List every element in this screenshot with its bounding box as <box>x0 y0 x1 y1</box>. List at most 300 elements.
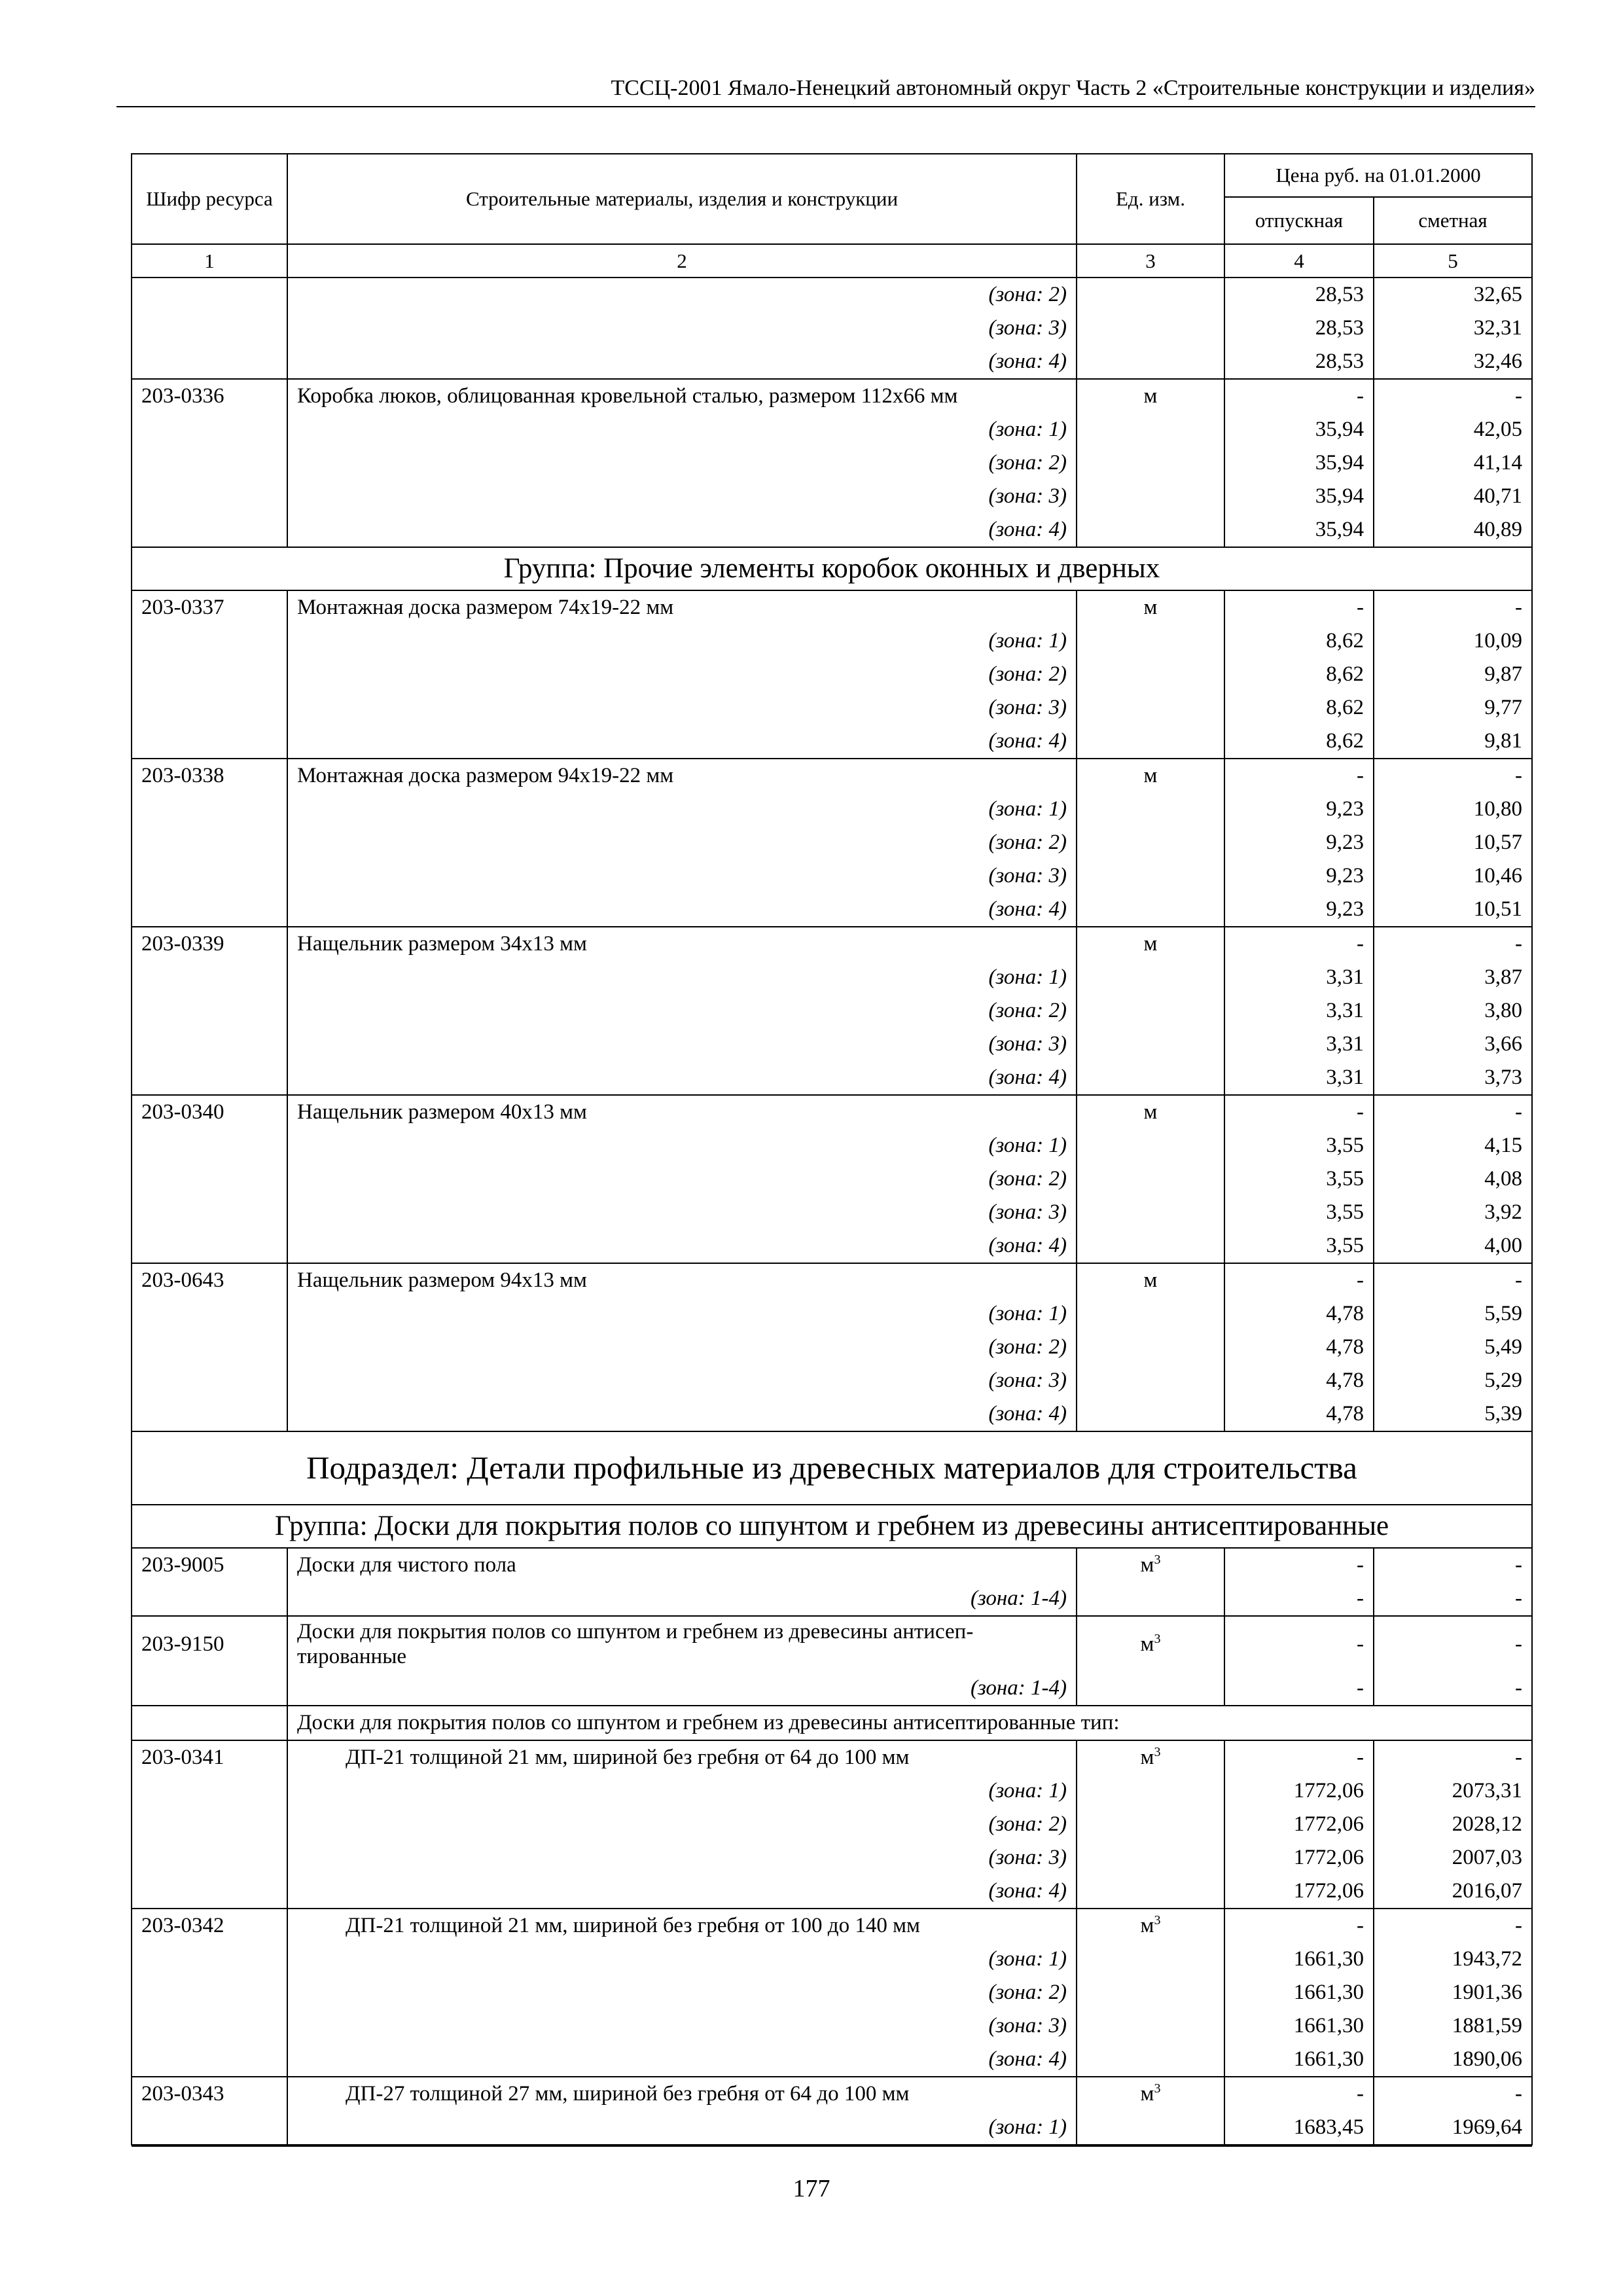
unit <box>1077 1028 1224 1061</box>
estimate-price: - <box>1374 590 1532 624</box>
unit <box>1077 2111 1224 2145</box>
zone-price-row <box>132 1672 1532 1706</box>
zone-label: (зона: 3) <box>287 1196 1077 1229</box>
unit-exponent: 3 <box>1154 2081 1161 2096</box>
zone-label: (зона: 2) <box>287 994 1077 1028</box>
resource-code <box>132 994 287 1028</box>
price-table <box>131 153 1533 2147</box>
unit <box>1077 1774 1224 1808</box>
resource-name: Монтажная доска размером 94х19-22 мм <box>287 759 1077 793</box>
estimate-price: 2028,12 <box>1374 1808 1532 1841</box>
release-price: 1683,45 <box>1224 2111 1374 2145</box>
release-price: - <box>1224 1548 1374 1582</box>
resource-code <box>132 859 287 893</box>
release-price: 35,94 <box>1224 446 1374 480</box>
zone-label: (зона: 3) <box>287 1364 1077 1397</box>
zone-label: (зона: 1) <box>287 1297 1077 1331</box>
estimate-price: 2016,07 <box>1374 1874 1532 1909</box>
unit <box>1077 624 1224 658</box>
resource-code <box>132 278 287 312</box>
resource-code <box>132 1331 287 1364</box>
resource-code <box>132 893 287 927</box>
estimate-price: 5,39 <box>1374 1397 1532 1431</box>
estimate-price: 10,80 <box>1374 793 1532 826</box>
resource-row <box>132 759 1532 793</box>
resource-code <box>132 312 287 345</box>
unit-text: $м^3$ <box>1140 2081 1161 2106</box>
estimate-price: 40,71 <box>1374 480 1532 513</box>
unit <box>1077 345 1224 379</box>
unit <box>1077 1740 1224 1774</box>
unit <box>1077 1397 1224 1431</box>
zone-price-row <box>132 1582 1532 1616</box>
release-price: 1772,06 <box>1224 1774 1374 1808</box>
resource-code <box>132 624 287 658</box>
zone-label: (зона: 4) <box>287 1874 1077 1909</box>
resource-row <box>132 1095 1532 1129</box>
estimate-price: 9,87 <box>1374 658 1532 691</box>
zone-price-row <box>132 1331 1532 1364</box>
release-price: 3,55 <box>1224 1162 1374 1196</box>
estimate-price: 1881,59 <box>1374 2009 1532 2043</box>
resource-name: Доски для чистого пола <box>287 1548 1077 1582</box>
resource-code <box>132 1808 287 1841</box>
estimate-price: 10,46 <box>1374 859 1532 893</box>
release-price: 9,23 <box>1224 893 1374 927</box>
resource-code <box>132 345 287 379</box>
unit-exponent: 3 <box>1154 1745 1161 1759</box>
unit <box>1077 1672 1224 1706</box>
zone-price-row <box>132 826 1532 859</box>
estimate-price: 40,89 <box>1374 513 1532 547</box>
estimate-price: 10,51 <box>1374 893 1532 927</box>
zone-price-row <box>132 1976 1532 2009</box>
unit <box>1077 2009 1224 2043</box>
release-price: 35,94 <box>1224 480 1374 513</box>
estimate-price: 1943,72 <box>1374 1943 1532 1976</box>
resource-code <box>132 2111 287 2145</box>
unit-exponent: 3 <box>1154 1913 1161 1928</box>
estimate-price: - <box>1374 1582 1532 1616</box>
estimate-price: - <box>1374 1672 1532 1706</box>
resource-code: 203-9150 <box>132 1616 287 1672</box>
unit <box>1077 1808 1224 1841</box>
release-price: - <box>1224 1263 1374 1297</box>
note-text: Доски для покрытия полов со шпунтом и гребнем из древесины антисептированные тип: <box>287 1706 1532 1740</box>
zone-label: (зона: 2) <box>287 1808 1077 1841</box>
estimate-price: 32,31 <box>1374 312 1532 345</box>
estimate-price: - <box>1374 1616 1532 1672</box>
zone-label: (зона: 4) <box>287 1397 1077 1431</box>
group-heading: Группа: Прочие элементы коробок оконных и дверных <box>132 547 1532 590</box>
zone-price-row <box>132 1808 1532 1841</box>
zone-label: (зона: 1) <box>287 413 1077 446</box>
estimate-price: 4,15 <box>1374 1129 1532 1162</box>
zone-label: (зона: 2) <box>287 278 1077 312</box>
resource-code <box>132 1364 287 1397</box>
zone-price-row <box>132 1841 1532 1874</box>
col-header-estimate: сметная <box>1374 197 1532 244</box>
resource-name: Нащельник размером 40х13 мм <box>287 1095 1077 1129</box>
unit <box>1077 1364 1224 1397</box>
release-price: - <box>1224 759 1374 793</box>
release-price: 9,23 <box>1224 826 1374 859</box>
col-number: 5 <box>1374 244 1532 278</box>
release-price: 9,23 <box>1224 793 1374 826</box>
resource-code: 203-0337 <box>132 590 287 624</box>
release-price: 1661,30 <box>1224 2043 1374 2077</box>
subsection-heading: Подраздел: Детали профильные из древесных материалов для строительства <box>132 1431 1532 1505</box>
zone-label: (зона: 1) <box>287 1943 1077 1976</box>
resource-code <box>132 691 287 725</box>
zone-price-row <box>132 312 1532 345</box>
release-price: 28,53 <box>1224 345 1374 379</box>
estimate-price: 1901,36 <box>1374 1976 1532 2009</box>
release-price: 1661,30 <box>1224 2009 1374 2043</box>
zone-label: (зона: 4) <box>287 345 1077 379</box>
zone-price-row <box>132 480 1532 513</box>
estimate-price: 2073,31 <box>1374 1774 1532 1808</box>
unit <box>1077 1297 1224 1331</box>
resource-code <box>132 1976 287 2009</box>
zone-label: (зона: 4) <box>287 2043 1077 2077</box>
resource-code: 203-0341 <box>132 1740 287 1774</box>
resource-code: 203-0338 <box>132 759 287 793</box>
estimate-price: 3,73 <box>1374 1061 1532 1095</box>
zone-price-row <box>132 1297 1532 1331</box>
column-numbers-row <box>132 244 1532 278</box>
release-price: - <box>1224 2077 1374 2111</box>
zone-price-row <box>132 1196 1532 1229</box>
col-number: 2 <box>287 244 1077 278</box>
unit <box>1077 1129 1224 1162</box>
resource-name: ДП-21 толщиной 21 мм, шириной без гребня от 64 до 100 мм <box>287 1740 1077 1774</box>
col-header-release: отпускная <box>1224 197 1374 244</box>
unit <box>1077 893 1224 927</box>
col-number: 1 <box>132 244 287 278</box>
estimate-price: 5,29 <box>1374 1364 1532 1397</box>
col-header-name: Строительные материалы, изделия и конструкции <box>287 154 1077 244</box>
estimate-price: - <box>1374 1095 1532 1129</box>
resource-code: 203-0336 <box>132 379 287 413</box>
zone-price-row <box>132 1774 1532 1808</box>
unit <box>1077 658 1224 691</box>
unit <box>1077 312 1224 345</box>
running-header: ТССЦ-2001 Ямало-Ненецкий автономный округ Часть 2 «Строительные конструкции и изделия» <box>116 71 1535 107</box>
resource-code <box>132 1129 287 1162</box>
estimate-price: - <box>1374 1263 1532 1297</box>
unit <box>1077 1582 1224 1616</box>
unit <box>1077 1976 1224 2009</box>
release-price: 3,31 <box>1224 1061 1374 1095</box>
zone-label: (зона: 2) <box>287 1162 1077 1196</box>
zone-label: (зона: 3) <box>287 859 1077 893</box>
release-price: 28,53 <box>1224 312 1374 345</box>
zone-label: (зона: 4) <box>287 1229 1077 1263</box>
unit <box>1077 725 1224 759</box>
resource-code <box>132 2009 287 2043</box>
resource-code <box>132 1028 287 1061</box>
unit: м <box>1077 1263 1224 1297</box>
col-header-price: Цена руб. на 01.01.2000 <box>1224 154 1532 197</box>
release-price: - <box>1224 1909 1374 1943</box>
zone-price-row <box>132 2009 1532 2043</box>
release-price: 3,55 <box>1224 1229 1374 1263</box>
unit: м <box>1077 590 1224 624</box>
zone-price-row <box>132 413 1532 446</box>
zone-label: (зона: 2) <box>287 446 1077 480</box>
release-price: - <box>1224 1616 1374 1672</box>
unit <box>1077 1331 1224 1364</box>
estimate-price: 3,92 <box>1374 1196 1532 1229</box>
resource-code <box>132 1874 287 1909</box>
zone-label: (зона: 1) <box>287 624 1077 658</box>
zone-label: (зона: 1-4) <box>287 1672 1077 1706</box>
zone-price-row <box>132 725 1532 759</box>
estimate-price: 32,65 <box>1374 278 1532 312</box>
zone-label: (зона: 3) <box>287 2009 1077 2043</box>
group-heading-row <box>132 547 1532 590</box>
unit <box>1077 446 1224 480</box>
unit <box>1077 961 1224 994</box>
resource-code <box>132 513 287 547</box>
unit <box>1077 793 1224 826</box>
group-heading: Группа: Доски для покрытия полов со шпунтом и гребнем из древесины антисептированные <box>132 1505 1532 1548</box>
zone-label: (зона: 4) <box>287 1061 1077 1095</box>
unit: м <box>1077 927 1224 961</box>
unit <box>1077 1548 1224 1582</box>
estimate-price: - <box>1374 927 1532 961</box>
unit <box>1077 1162 1224 1196</box>
zone-price-row <box>132 961 1532 994</box>
zone-price-row <box>132 1162 1532 1196</box>
release-price: 4,78 <box>1224 1364 1374 1397</box>
release-price: 4,78 <box>1224 1297 1374 1331</box>
col-number: 3 <box>1077 244 1224 278</box>
zone-label: (зона: 1) <box>287 1129 1077 1162</box>
resource-code: 203-0343 <box>132 2077 287 2111</box>
estimate-price: 3,80 <box>1374 994 1532 1028</box>
estimate-price: 1969,64 <box>1374 2111 1532 2145</box>
group-heading-row <box>132 1505 1532 1548</box>
unit <box>1077 2077 1224 2111</box>
zone-price-row <box>132 1397 1532 1431</box>
zone-label: (зона: 3) <box>287 312 1077 345</box>
resource-code <box>132 446 287 480</box>
estimate-price: - <box>1374 1909 1532 1943</box>
subsection-heading-row <box>132 1431 1532 1505</box>
resource-code <box>132 2043 287 2077</box>
unit <box>1077 1841 1224 1874</box>
resource-row <box>132 1616 1532 1672</box>
zone-price-row <box>132 1129 1532 1162</box>
resource-row <box>132 1263 1532 1297</box>
zone-price-row <box>132 624 1532 658</box>
zone-label: (зона: 4) <box>287 725 1077 759</box>
release-price: 1661,30 <box>1224 1976 1374 2009</box>
unit: м <box>1077 379 1224 413</box>
estimate-price: 5,59 <box>1374 1297 1532 1331</box>
resource-code <box>132 1582 287 1616</box>
release-price: 1661,30 <box>1224 1943 1374 1976</box>
release-price: - <box>1224 1095 1374 1129</box>
unit <box>1077 859 1224 893</box>
zone-label: (зона: 3) <box>287 1841 1077 1874</box>
unit-text: $м^3$ <box>1140 1913 1161 1937</box>
release-price: 8,62 <box>1224 624 1374 658</box>
unit <box>1077 278 1224 312</box>
release-price: 8,62 <box>1224 725 1374 759</box>
zone-label: (зона: 4) <box>287 513 1077 547</box>
zone-price-row <box>132 994 1532 1028</box>
release-price: - <box>1224 379 1374 413</box>
resource-name: ДП-27 толщиной 27 мм, шириной без гребня от 64 до 100 мм <box>287 2077 1077 2111</box>
zone-price-row <box>132 859 1532 893</box>
zone-label: (зона: 2) <box>287 658 1077 691</box>
resource-row <box>132 927 1532 961</box>
resource-name: Коробка люков, облицованная кровельной сталью, размером 112х66 мм <box>287 379 1077 413</box>
zone-label: (зона: 2) <box>287 826 1077 859</box>
unit <box>1077 826 1224 859</box>
zone-label: (зона: 3) <box>287 691 1077 725</box>
resource-row <box>132 1909 1532 1943</box>
release-price: - <box>1224 1582 1374 1616</box>
table-header <box>132 154 1532 278</box>
estimate-price: 4,00 <box>1374 1229 1532 1263</box>
estimate-price: 9,77 <box>1374 691 1532 725</box>
unit <box>1077 1196 1224 1229</box>
release-price: 4,78 <box>1224 1331 1374 1364</box>
release-price: 1772,06 <box>1224 1808 1374 1841</box>
resource-code <box>132 961 287 994</box>
estimate-price: - <box>1374 379 1532 413</box>
zone-price-row <box>132 345 1532 379</box>
unit <box>1077 994 1224 1028</box>
table-body <box>132 278 1532 2145</box>
release-price: 1772,06 <box>1224 1874 1374 1909</box>
estimate-price: 10,09 <box>1374 624 1532 658</box>
note-row <box>132 1706 1532 1740</box>
zone-label: (зона: 4) <box>287 893 1077 927</box>
zone-price-row <box>132 1061 1532 1095</box>
zone-price-row <box>132 658 1532 691</box>
estimate-price: - <box>1374 1740 1532 1774</box>
resource-name: Нащельник размером 34х13 мм <box>287 927 1077 961</box>
estimate-price: 2007,03 <box>1374 1841 1532 1874</box>
release-price: 3,55 <box>1224 1129 1374 1162</box>
resource-code <box>132 1672 287 1706</box>
zone-price-row <box>132 1943 1532 1976</box>
zone-label: (зона: 3) <box>287 1028 1077 1061</box>
estimate-price: 1890,06 <box>1374 2043 1532 2077</box>
zone-price-row <box>132 2043 1532 2077</box>
zone-price-row <box>132 1364 1532 1397</box>
unit <box>1077 513 1224 547</box>
unit <box>1077 1229 1224 1263</box>
release-price: 3,31 <box>1224 961 1374 994</box>
release-price: - <box>1224 1672 1374 1706</box>
resource-name: ДП-21 толщиной 21 мм, шириной без гребня от 100 до 140 мм <box>287 1909 1077 1943</box>
page-number: 177 <box>793 2175 830 2202</box>
resource-row <box>132 1548 1532 1582</box>
resource-code <box>132 480 287 513</box>
release-price: 4,78 <box>1224 1397 1374 1431</box>
unit <box>1077 691 1224 725</box>
zone-price-row <box>132 1874 1532 1909</box>
resource-code: 203-0340 <box>132 1095 287 1129</box>
estimate-price: - <box>1374 2077 1532 2111</box>
resource-code <box>132 793 287 826</box>
resource-code: 203-0339 <box>132 927 287 961</box>
unit <box>1077 1909 1224 1943</box>
resource-row <box>132 590 1532 624</box>
estimate-price: 3,87 <box>1374 961 1532 994</box>
unit <box>1077 480 1224 513</box>
unit <box>1077 2043 1224 2077</box>
unit <box>1077 1943 1224 1976</box>
zone-label: (зона: 2) <box>287 1331 1077 1364</box>
estimate-price: 10,57 <box>1374 826 1532 859</box>
resource-code <box>132 1162 287 1196</box>
col-header-unit: Ед. изм. <box>1077 154 1224 244</box>
estimate-price: 5,49 <box>1374 1331 1532 1364</box>
zone-price-row <box>132 278 1532 312</box>
zone-price-row <box>132 691 1532 725</box>
unit <box>1077 1061 1224 1095</box>
unit <box>1077 1874 1224 1909</box>
resource-code: 203-0342 <box>132 1909 287 1943</box>
estimate-price: 42,05 <box>1374 413 1532 446</box>
col-header-code: Шифр ресурса <box>132 154 287 244</box>
resource-row <box>132 379 1532 413</box>
release-price: 28,53 <box>1224 278 1374 312</box>
unit <box>1077 1616 1224 1672</box>
release-price: 9,23 <box>1224 859 1374 893</box>
resource-code <box>132 1397 287 1431</box>
unit-text: $м^3$ <box>1140 1631 1161 1656</box>
resource-code <box>132 658 287 691</box>
resource-row <box>132 2077 1532 2111</box>
zone-label: (зона: 1) <box>287 793 1077 826</box>
zone-label: (зона: 3) <box>287 480 1077 513</box>
zone-label: (зона: 2) <box>287 1976 1077 2009</box>
estimate-price: - <box>1374 759 1532 793</box>
resource-code: 203-0643 <box>132 1263 287 1297</box>
release-price: 3,55 <box>1224 1196 1374 1229</box>
release-price: 8,62 <box>1224 691 1374 725</box>
resource-name: Нащельник размером 94х13 мм <box>287 1263 1077 1297</box>
unit: м <box>1077 759 1224 793</box>
resource-code <box>132 1841 287 1874</box>
zone-label: (зона: 1-4) <box>287 1582 1077 1616</box>
zone-price-row <box>132 446 1532 480</box>
release-price: - <box>1224 590 1374 624</box>
release-price: 1772,06 <box>1224 1841 1374 1874</box>
zone-price-row <box>132 513 1532 547</box>
unit: м <box>1077 1095 1224 1129</box>
resource-code <box>132 725 287 759</box>
resource-code <box>132 413 287 446</box>
resource-code <box>132 1061 287 1095</box>
estimate-price: 41,14 <box>1374 446 1532 480</box>
release-price: 35,94 <box>1224 513 1374 547</box>
unit <box>1077 413 1224 446</box>
resource-code <box>132 1774 287 1808</box>
resource-code <box>132 1196 287 1229</box>
resource-name: Монтажная доска размером 74х19-22 мм <box>287 590 1077 624</box>
estimate-price: - <box>1374 1548 1532 1582</box>
resource-code <box>132 1229 287 1263</box>
